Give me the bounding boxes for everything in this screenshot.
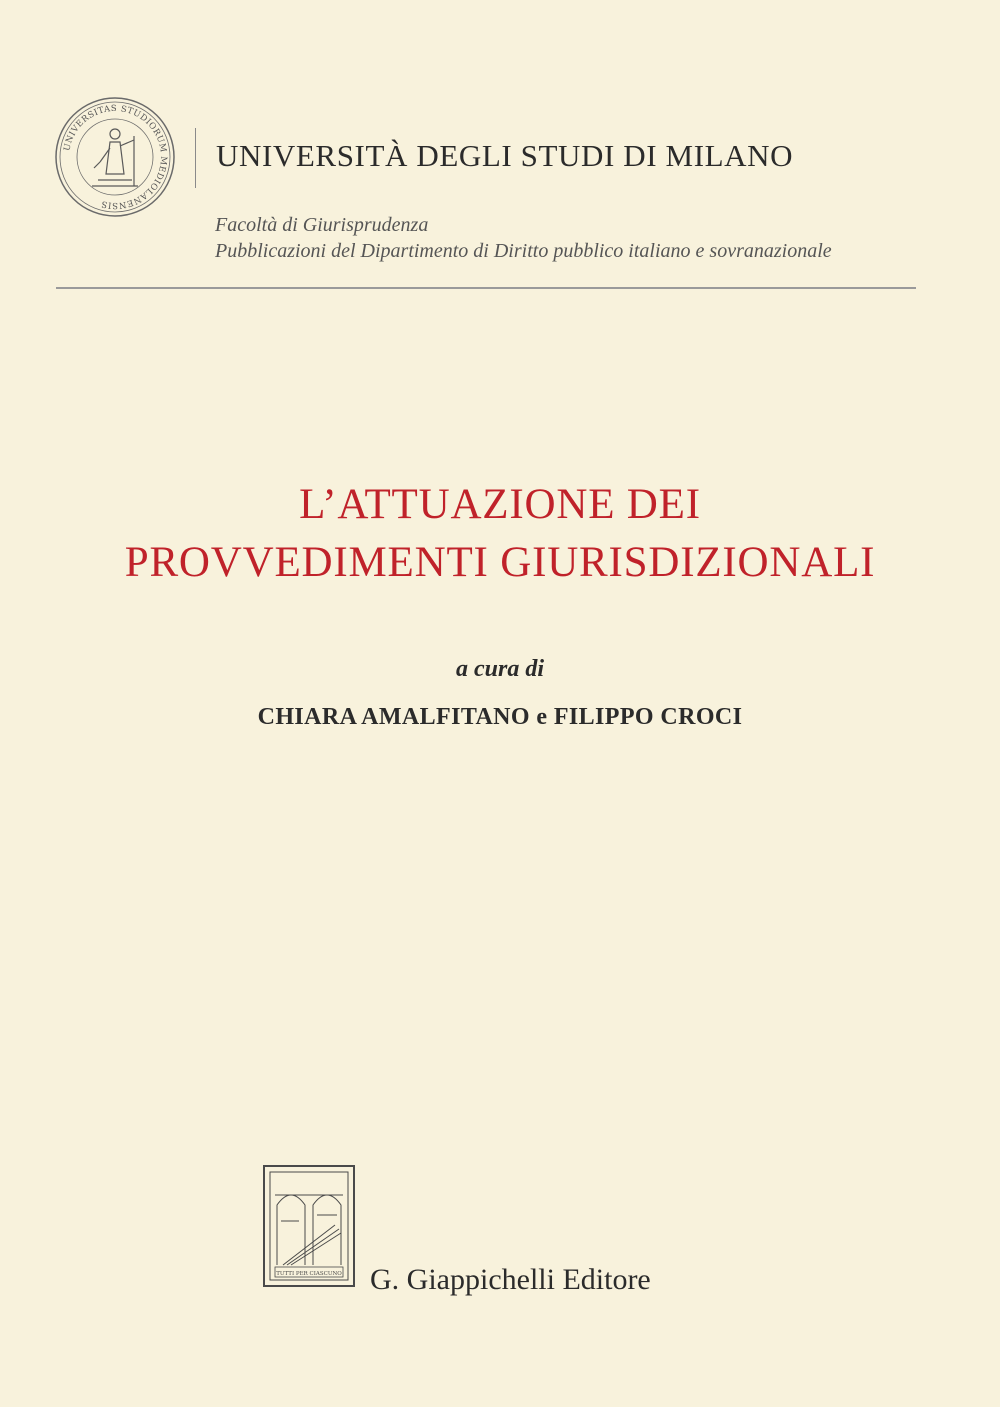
- university-seal-logo: [54, 96, 176, 218]
- university-name: UNIVERSITÀ DEGLI STUDI DI MILANO: [216, 138, 794, 173]
- book-title-line-2: PROVVEDIMENTI GIURISDIZIONALI: [124, 539, 876, 586]
- svg-text:UNIVERSITAS STUDIORUM MEDIOLAN: [62, 104, 168, 210]
- editors-label: a cura di: [455, 656, 544, 682]
- series-name: Pubblicazioni del Dipartimento di Diritto pubblico italiano e sovranazionale: [215, 240, 832, 262]
- publisher-name: G. Giappichelli Editore: [370, 1263, 651, 1296]
- publisher-logo: [263, 1165, 355, 1287]
- faculty-name: Facoltà di Giurisprudenza: [215, 214, 429, 236]
- editors-names: CHIARA AMALFITANO e FILIPPO CROCI: [257, 704, 743, 730]
- header-rule: [56, 287, 916, 289]
- publisher-logo-motto: TUTTI PER CIASCUNO: [276, 1271, 342, 1277]
- book-title: [0, 476, 1000, 592]
- seal-inscription: UNIVERSITAS STUDIORUM MEDIOLANENSIS: [62, 103, 169, 211]
- book-title-line-1: L’ATTUAZIONE DEI: [299, 481, 701, 528]
- header-divider: [195, 128, 196, 188]
